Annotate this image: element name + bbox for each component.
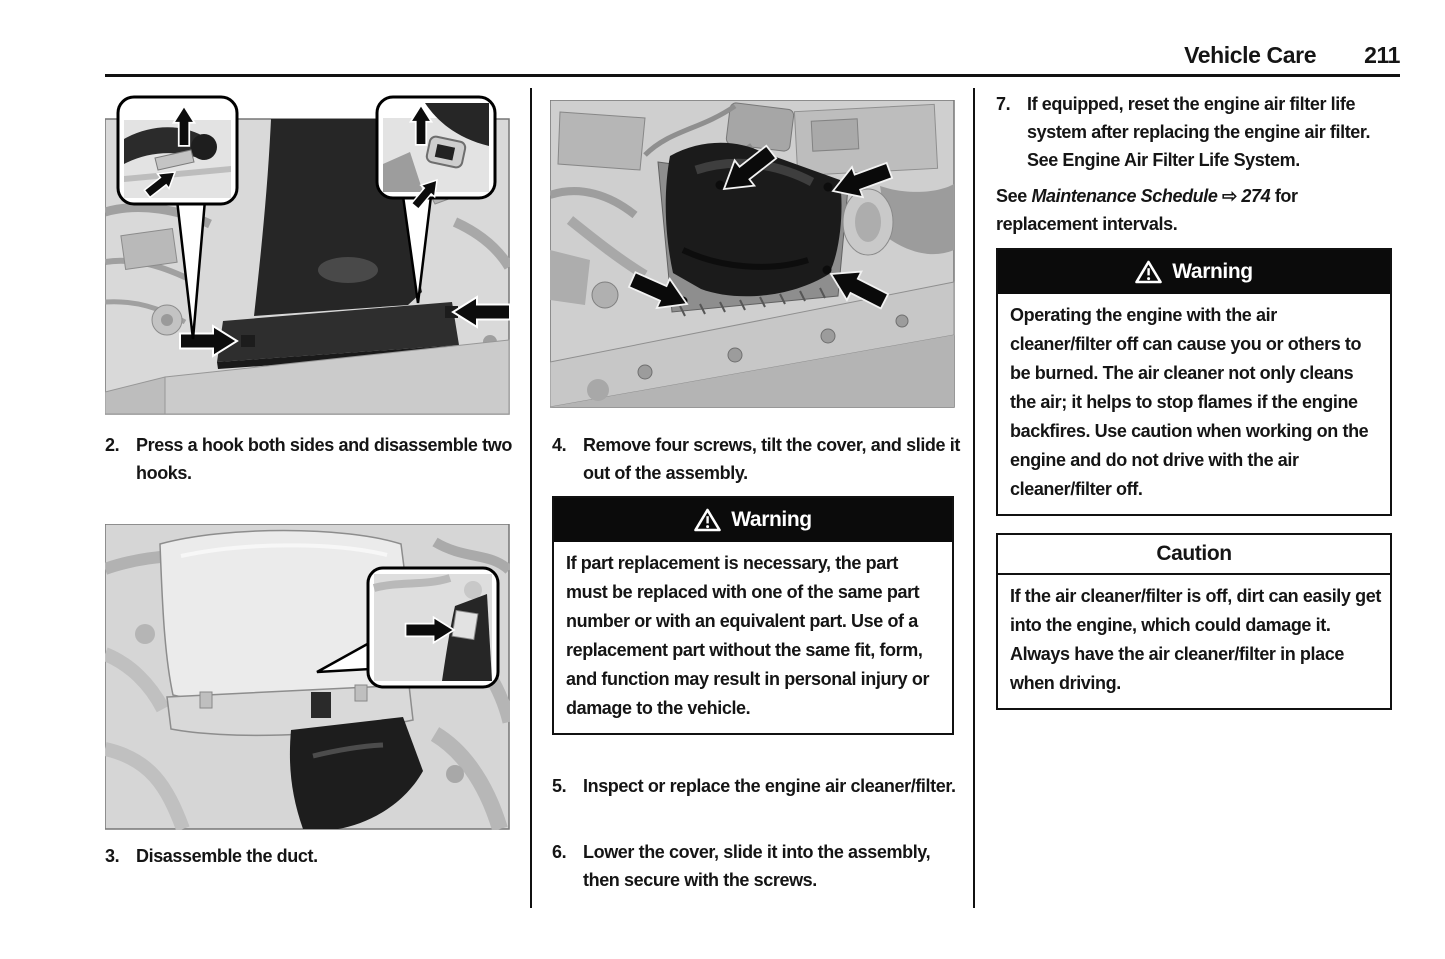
column-divider-right xyxy=(973,88,975,908)
step-number: 3. xyxy=(105,846,120,866)
step-number: 2. xyxy=(105,435,120,455)
warning-triangle-icon xyxy=(694,508,721,532)
step-item-6 xyxy=(552,838,960,894)
figure-disassemble-duct xyxy=(105,524,510,830)
step-text: Press a hook both sides and disassemble two hooks. xyxy=(136,435,512,483)
page-number: 211 xyxy=(1364,42,1400,68)
step-text: Remove four screws, tilt the cover, and slide it out of the assembly. xyxy=(583,435,960,483)
warning-body: If part replacement is necessary, the part must be replaced with one of the same part number or with an equivalent part. Use of a replacement part without the same fit, form, and function may result in personal injury or damage to the vehicle. xyxy=(566,553,930,718)
step-item-2 xyxy=(105,431,517,487)
step-number: 4. xyxy=(552,435,567,455)
step-text: If equipped, reset the engine air filter life system after replacing the engine air filter. See Engine Air Filter Life System. xyxy=(1027,94,1371,170)
see-note-reference: Maintenance Schedule xyxy=(1031,186,1218,206)
step-text: Lower the cover, slide it into the assembly, then secure with the screws. xyxy=(583,842,931,890)
figure-remove-screws xyxy=(550,100,955,408)
see-note-suffix: for replacement intervals. xyxy=(996,186,1298,234)
figure-press-hooks xyxy=(105,92,510,415)
step-item-5 xyxy=(552,772,960,800)
step-item-4 xyxy=(552,431,960,487)
warning-triangle-icon xyxy=(1135,260,1162,284)
header-rule xyxy=(105,74,1400,77)
page-header xyxy=(105,42,1400,69)
page-reference-arrow-icon: ⇨ xyxy=(1217,186,1242,206)
see-note xyxy=(996,182,1400,238)
caution-box xyxy=(996,533,1392,710)
warning-body: Operating the engine with the air cleaner/filter off can cause you or others to be burned. The air cleaner not only cleans the air; it helps to stop flames if the engine backfires. Use caution when working on the engine and do not drive with the air cleaner/filter off. xyxy=(1010,305,1369,499)
step-text: Disassemble the duct. xyxy=(136,846,318,866)
warning-header xyxy=(998,250,1390,294)
step-text: Inspect or replace the engine air cleaner/filter. xyxy=(583,776,956,796)
warning-title: Warning xyxy=(731,508,812,531)
caution-body: If the air cleaner/filter is off, dirt can easily get into the engine, which could damage it. Always have the air cleaner/filter in place when driving. xyxy=(1010,586,1381,693)
caution-title: Caution xyxy=(1156,542,1232,565)
page-title: Vehicle Care xyxy=(1184,42,1317,68)
caution-header xyxy=(998,535,1390,575)
warning-box-part-replacement xyxy=(552,496,954,735)
step-item-7 xyxy=(996,90,1400,174)
warning-box-air-cleaner xyxy=(996,248,1392,516)
see-note-prefix: See xyxy=(996,186,1032,206)
see-note-page: 274 xyxy=(1241,186,1271,206)
step-number: 6. xyxy=(552,842,567,862)
warning-title: Warning xyxy=(1172,260,1253,283)
step-number: 5. xyxy=(552,776,567,796)
step-item-3 xyxy=(105,842,517,870)
column-divider-left xyxy=(530,88,532,908)
step-number: 7. xyxy=(996,94,1011,114)
warning-header xyxy=(554,498,952,542)
